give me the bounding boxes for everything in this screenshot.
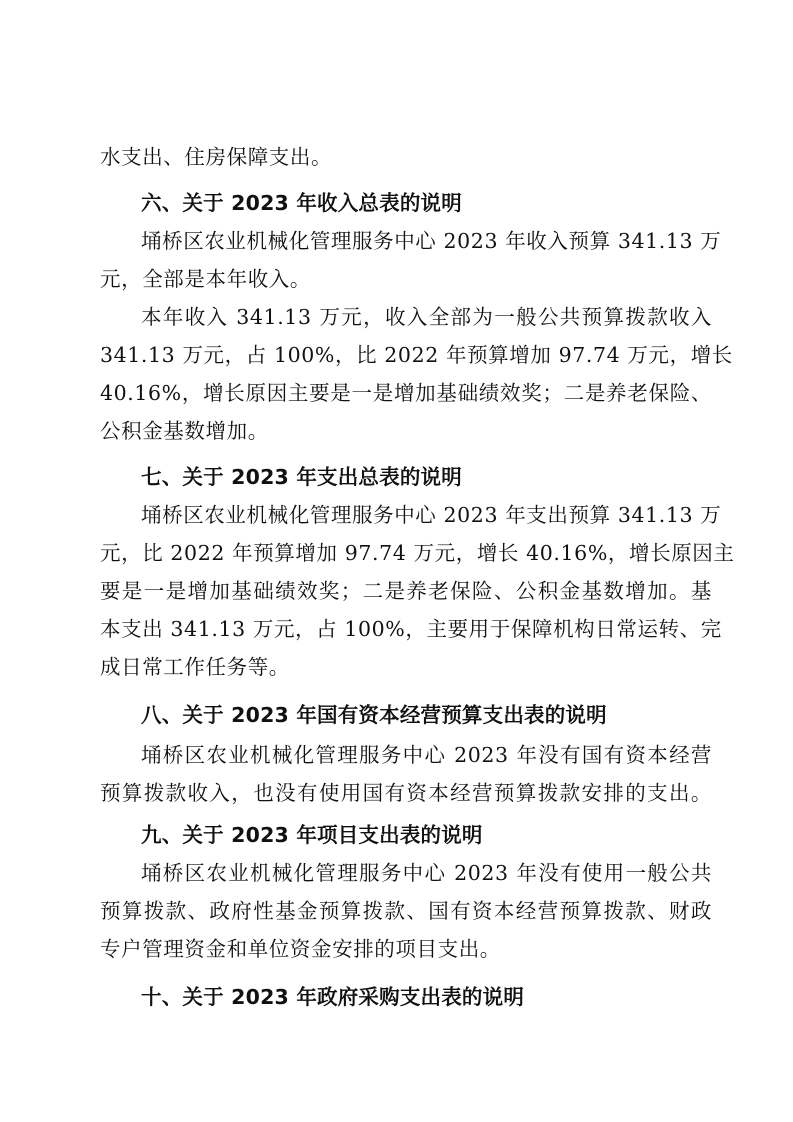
- section-heading-6: 六、关于 2023 年收入总表的说明: [141, 191, 462, 215]
- paragraph-line: 341.13 万元，占 100%，比 2022 年预算增加 97.74 万元，增长: [100, 343, 733, 367]
- paragraph-line: 预算拨款收入，也没有使用国有资本经营预算拨款安排的支出。: [100, 781, 712, 805]
- paragraph-line: 预算拨款、政府性基金预算拨款、国有资本经营预算拨款、财政: [100, 899, 712, 923]
- section-heading-10: 十、关于 2023 年政府采购支出表的说明: [141, 985, 525, 1009]
- paragraph-line: 公积金基数增加。: [100, 419, 269, 443]
- paragraph-line: 40.16%，增长原因主要是一是增加基础绩效奖；二是养老保险、: [100, 381, 712, 405]
- section-heading-8: 八、关于 2023 年国有资本经营预算支出表的说明: [141, 703, 607, 727]
- paragraph-line: 水支出、住房保障支出。: [100, 145, 333, 169]
- paragraph-line: 本年收入 341.13 万元，收入全部为一般公共预算拨款收入: [141, 305, 712, 329]
- paragraph-line: 成日常工作任务等。: [100, 655, 290, 679]
- paragraph-line: 本支出 341.13 万元，占 100%，主要用于保障机构日常运转、完: [100, 617, 722, 641]
- section-heading-7: 七、关于 2023 年支出总表的说明: [141, 465, 462, 489]
- paragraph-line: 元，比 2022 年预算增加 97.74 万元，增长 40.16%，增长原因主: [100, 541, 735, 565]
- paragraph-line: 专户管理资金和单位资金安排的项目支出。: [100, 937, 501, 961]
- paragraph-line: 埇桥区农业机械化管理服务中心 2023 年收入预算 341.13 万: [141, 229, 722, 253]
- paragraph-line: 埇桥区农业机械化管理服务中心 2023 年没有使用一般公共: [141, 861, 712, 885]
- paragraph-line: 元，全部是本年收入。: [100, 267, 311, 291]
- paragraph-line: 埇桥区农业机械化管理服务中心 2023 年没有国有资本经营: [141, 743, 712, 767]
- section-heading-9: 九、关于 2023 年项目支出表的说明: [141, 823, 483, 847]
- paragraph-line: 要是一是增加基础绩效奖；二是养老保险、公积金基数增加。基: [100, 579, 712, 603]
- paragraph-line: 埇桥区农业机械化管理服务中心 2023 年支出预算 341.13 万: [141, 503, 722, 527]
